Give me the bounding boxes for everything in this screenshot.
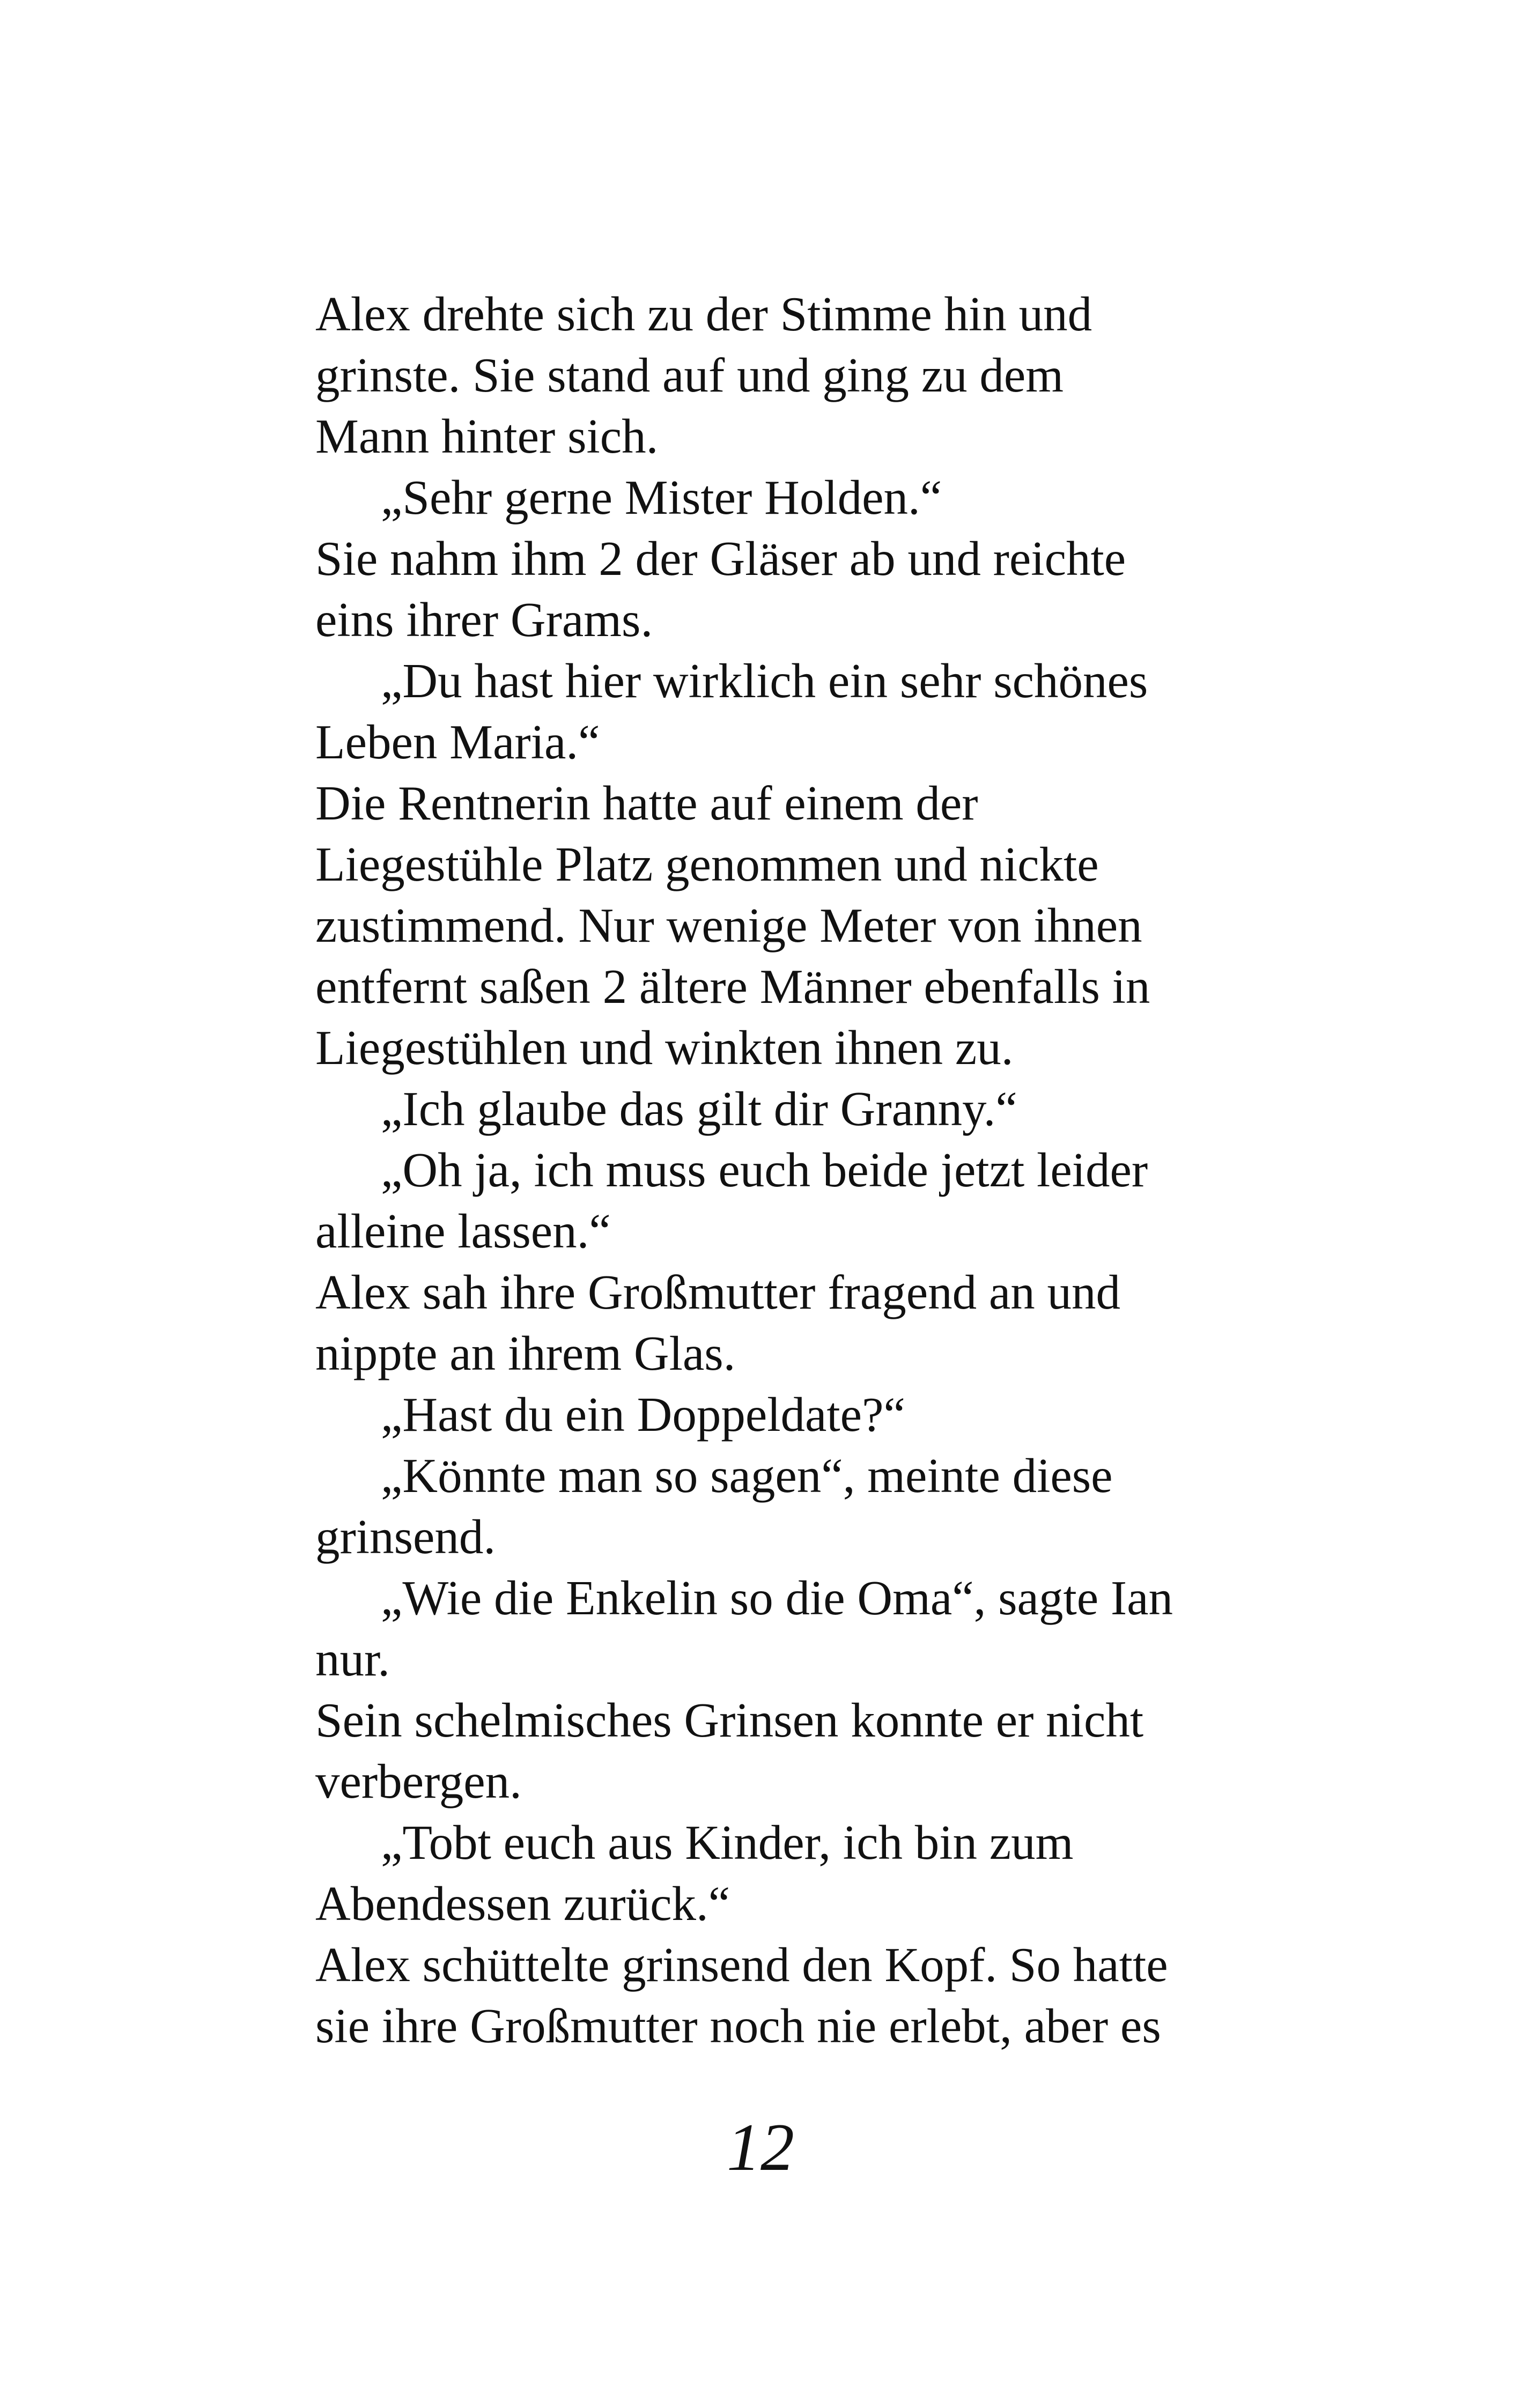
text-line: alleine lassen.“ <box>315 1204 611 1258</box>
text-line: Alex drehte sich zu der Stimme hin und <box>315 287 1092 341</box>
text-line: Alex schüttelte grinsend den Kopf. So hatte <box>315 1938 1168 1992</box>
text-line: „Hast du ein Doppeldate?“ <box>381 1387 905 1442</box>
text-line: Liegestühle Platz genommen und nickte <box>315 837 1099 891</box>
text-line: zustimmend. Nur wenige Meter von ihnen <box>315 898 1142 952</box>
body-text <box>315 284 1281 2057</box>
text-line: Abendessen zurück.“ <box>315 1877 730 1931</box>
text-line: sie ihre Großmutter noch nie erlebt, aber es <box>315 1999 1161 2053</box>
text-line: „Ich glaube das gilt dir Granny.“ <box>381 1082 1017 1136</box>
text-line: „Könnte man so sagen“, meinte diese <box>381 1449 1113 1503</box>
text-line: nur. <box>315 1632 390 1686</box>
text-line: „Wie die Enkelin so die Oma“, sagte Ian <box>381 1571 1173 1625</box>
text-line: Leben Maria.“ <box>315 715 600 769</box>
text-line: eins ihrer Grams. <box>315 593 653 647</box>
text-line: „Oh ja, ich muss euch beide jetzt leider <box>381 1143 1148 1197</box>
text-line: Sie nahm ihm 2 der Gläser ab und reichte <box>315 531 1126 586</box>
text-line: Alex sah ihre Großmutter fragend an und <box>315 1265 1121 1319</box>
text-line: Liegestühlen und winkten ihnen zu. <box>315 1021 1014 1075</box>
text-line: entfernt saßen 2 ältere Männer ebenfalls in <box>315 959 1150 1014</box>
text-line: verbergen. <box>315 1754 522 1808</box>
text-line: grinsend. <box>315 1510 496 1564</box>
text-line: grinste. Sie stand auf und ging zu dem <box>315 348 1064 402</box>
text-line: Sein schelmisches Grinsen konnte er nicht <box>315 1693 1144 1747</box>
text-line: Mann hinter sich. <box>315 409 659 463</box>
text-line: Die Rentnerin hatte auf einem der <box>315 776 978 830</box>
text-line: „Du hast hier wirklich ein sehr schönes <box>381 654 1148 708</box>
text-line: „Tobt euch aus Kinder, ich bin zum <box>381 1815 1074 1870</box>
page-number: 12 <box>727 2110 794 2185</box>
text-line: nippte an ihrem Glas. <box>315 1326 736 1380</box>
text-line: „Sehr gerne Mister Holden.“ <box>381 470 942 525</box>
